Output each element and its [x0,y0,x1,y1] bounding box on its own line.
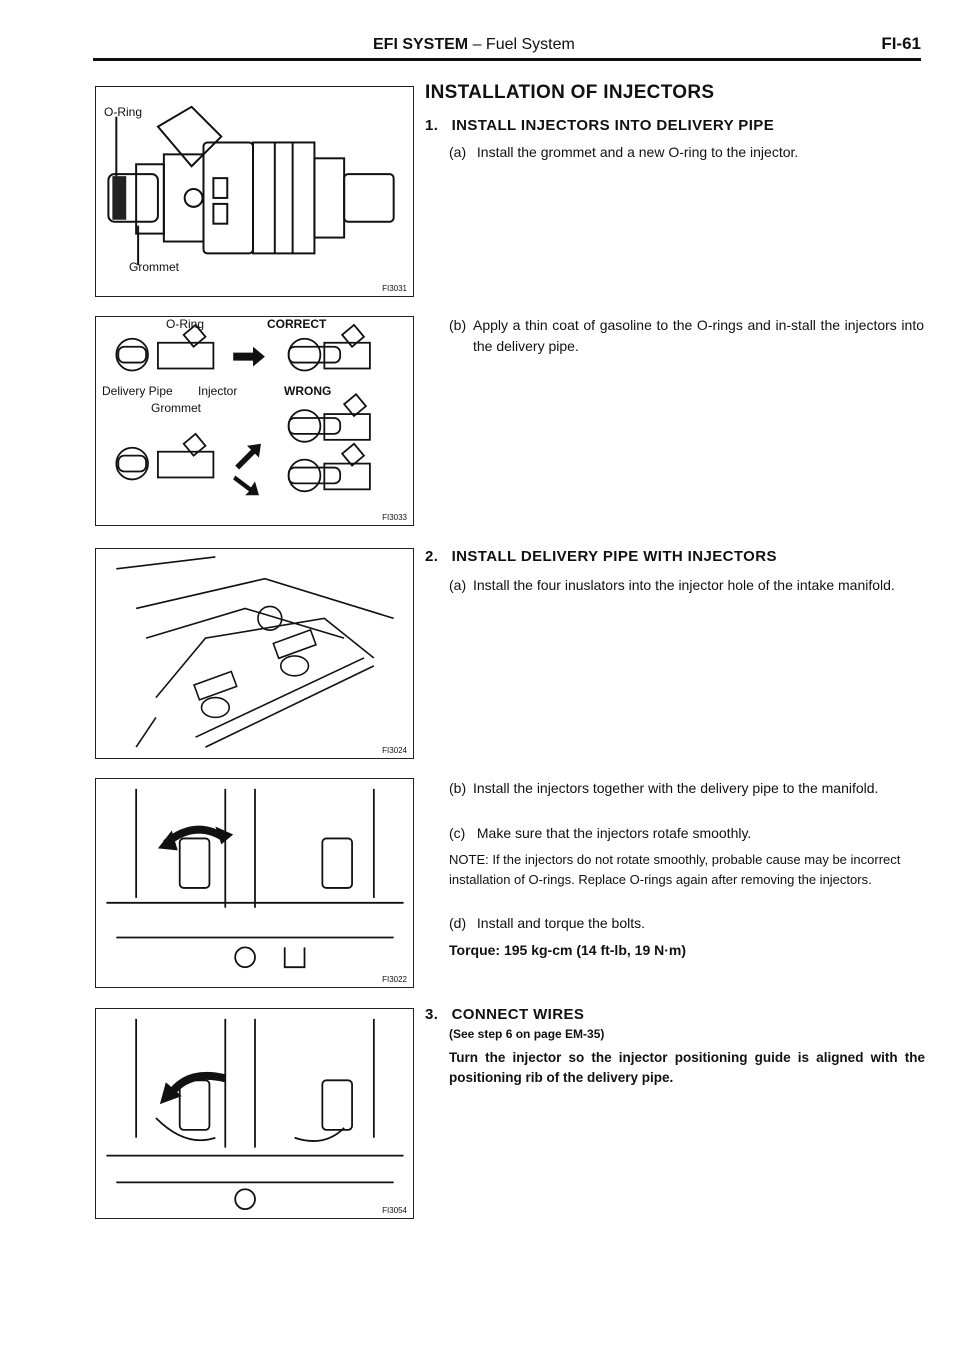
step-2a-tag: (a) [449,577,467,593]
header-subtitle: – Fuel System [472,36,575,53]
figure-delivery-pipe [95,548,414,759]
figure-id: FI3031 [382,284,407,293]
figure-correct-wrong [95,316,414,526]
step-1b-tag: (b) [449,317,467,333]
label-oring: O-Ring [104,105,143,119]
section-title: INSTALLATION OF INJECTORS [425,82,715,103]
step-2a [449,575,924,596]
correct-wrong-illustration [96,317,413,525]
step-1-number: 1. [425,117,439,134]
step-2b [449,778,924,799]
figure-id: FI3033 [382,513,407,522]
label-oring: O-Ring [166,317,205,331]
step-2-number: 2. [425,548,439,565]
page-number: FI-61 [881,34,921,53]
step-2-heading [425,548,777,565]
step-2a-text: Install the four inuslators into the injector hole of the intake manifold. [473,577,895,593]
step-2d [449,913,924,934]
header-title [373,36,575,54]
label-delivery-pipe: Delivery Pipe [102,384,173,398]
torque-spec: Torque: 195 kg-cm (14 ft-lb, 19 N·m) [449,942,687,958]
rotate-injectors-illustration [96,779,413,987]
figure-rotate-injectors [95,778,414,988]
step-3-reference: (See step 6 on page EM-35) [449,1027,605,1041]
figure-id: FI3022 [382,975,407,984]
label-grommet: Grommet [129,260,180,274]
step-3-number: 3. [425,1006,439,1023]
step-1a [449,142,924,163]
step-3-text: Turn the injector so the injector positioning guide is aligned with the positioning rib of the delivery pipe. [449,1050,925,1085]
figure-connect-wires [95,1008,414,1219]
label-wrong: WRONG [284,384,332,398]
header-rule [93,58,921,61]
figure-id: FI3054 [382,1206,407,1215]
header-section: EFI SYSTEM [373,36,469,53]
step-2-title: INSTALL DELIVERY PIPE WITH INJECTORS [451,548,777,565]
figure-injector-oring [95,86,414,297]
connect-wires-illustration [96,1009,413,1218]
step-2c [449,823,924,844]
figure-id: FI3024 [382,746,407,755]
note: NOTE: If the injectors do not rotate smoothly, probable cause may be incorrect installation of O-rings. Replace O-rings again after removing the injectors. [449,852,901,887]
step-1a-tag: (a) [449,144,467,160]
step-1-title: INSTALL INJECTORS INTO DELIVERY PIPE [451,117,775,134]
step-2b-tag: (b) [449,780,467,796]
step-1-heading [425,117,774,134]
step-3-title: CONNECT WIRES [451,1006,585,1023]
step-2d-text: Install and torque the bolts. [476,915,645,931]
step-2c-text: Make sure that the injectors rotafe smoothly. [476,825,752,841]
step-1a-text: Install the grommet and a new O-ring to the injector. [476,144,799,160]
step-2c-tag: (c) [449,825,466,841]
step-1b [449,315,924,357]
label-grommet: Grommet [151,401,202,415]
label-correct: CORRECT [267,317,327,331]
delivery-pipe-illustration [96,549,413,758]
step-1b-text: Apply a thin coat of gasoline to the O-rings and in-stall the injectors into the delivery pipe. [473,317,924,354]
step-2b-text: Install the injectors together with the delivery pipe to the manifold. [473,780,879,796]
step-2d-tag: (d) [449,915,467,931]
label-injector: Injector [198,384,238,398]
page-header [93,36,921,62]
step-3-heading [425,1006,584,1023]
